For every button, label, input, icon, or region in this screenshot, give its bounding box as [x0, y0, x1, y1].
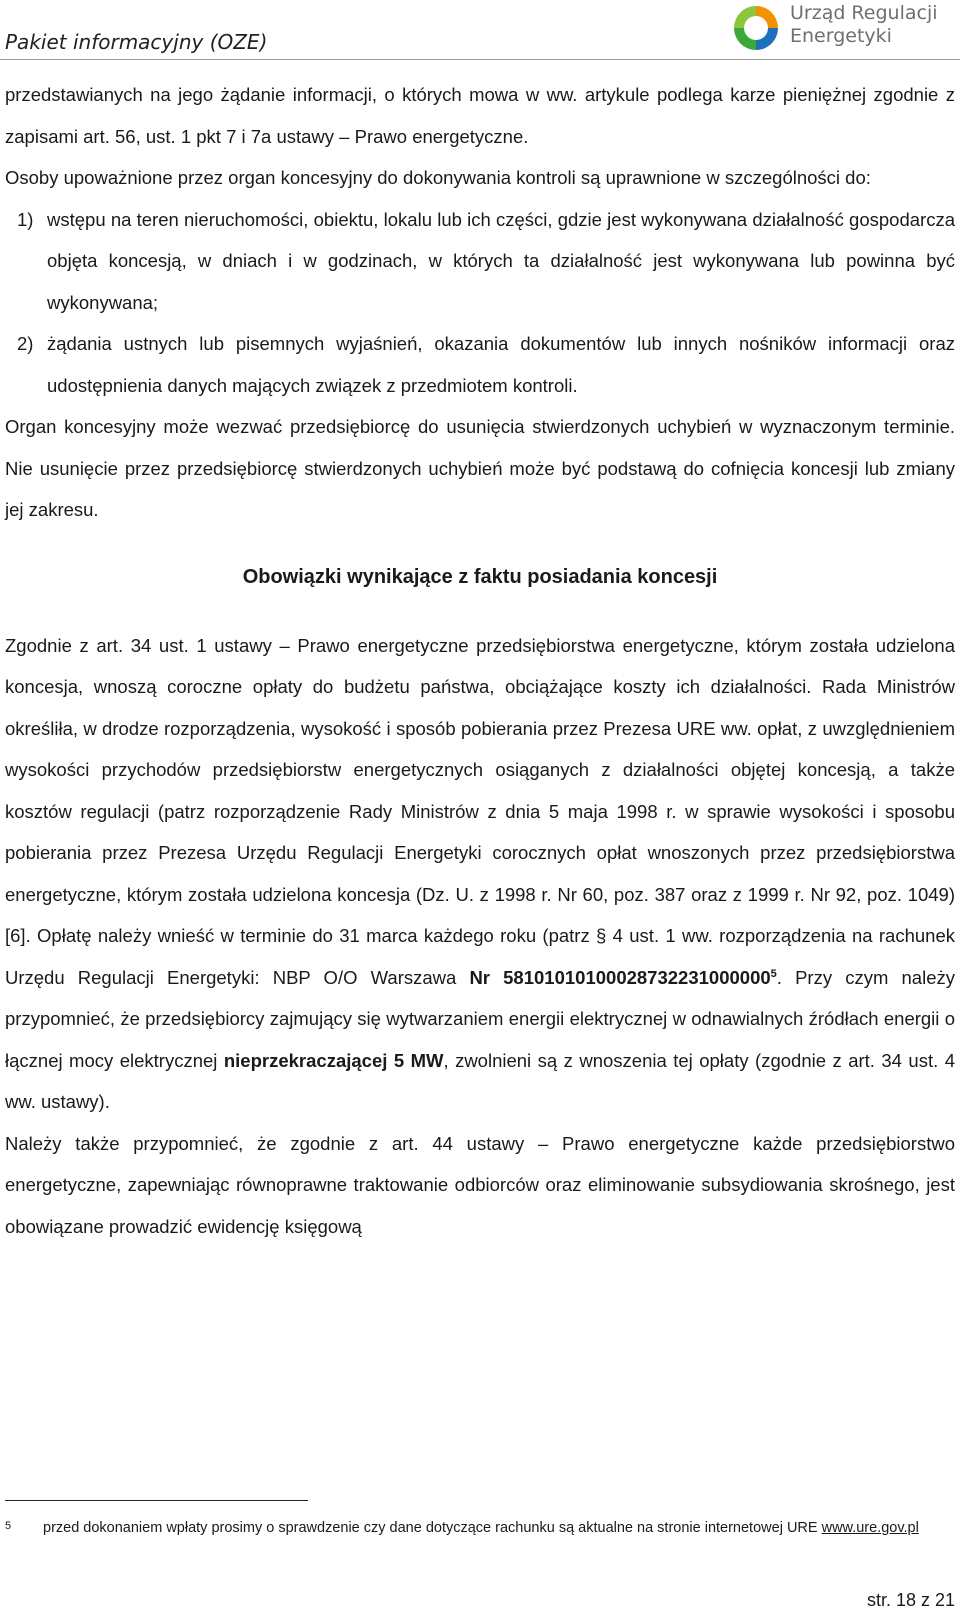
paragraph-5: Należy także przypomnieć, że zgodnie z art. 44 ustawy – Prawo energetyczne każde przedsiębiorstwo energetyczne, zapewniając równoprawne traktowanie odbiorców oraz eliminowanie subsydiowania skrośnego, jest obowiązane prowadzić ewidencję księgową: [5, 1132, 955, 1237]
paragraph-3: Organ koncesyjny może wezwać przedsiębiorcę do usunięcia stwierdzonych uchybień w wyznaczonym terminie. Nie usunięcie przez przedsiębiorcę stwierdzonych uchybień może być podstawą do cofnięcia koncesji lub zmiany jej zakresu.: [5, 416, 955, 520]
footnote-reference: 5: [770, 967, 777, 980]
paragraph-1: przedstawianych na jego żądanie informacji, o których mowa w ww. artykule podlega karze pieniężnej zgodnie z zapisami art. 56, ust. 1 pkt 7 i 7a ustawy – Prawo energetyczne.: [5, 84, 955, 147]
page-number: str. 18 z 21: [866, 1590, 955, 1610]
ure-website-link[interactable]: www.ure.gov.pl: [821, 1520, 919, 1536]
paragraph-2: Osoby upoważnione przez organ koncesyjny do dokonywania kontroli są uprawnione w szczególności do:: [5, 167, 871, 188]
paragraph-4-text-c: , zwolnieni są z wnoszenia tej opłaty (zgodnie z art. 34 ust. 4 ww. ustawy).: [5, 1049, 955, 1112]
list-item-text: żądania ustnych lub pisemnych wyjaśnień, okazania dokumentów lub innych nośników informacji oraz udostępnienia danych mających związek z przedmiotem kontroli.: [47, 333, 955, 396]
bank-account-number: Nr 58101010100028732231000000$^5$: [469, 966, 777, 988]
ure-logo-emblem-icon: [728, 0, 784, 56]
document-title: Pakiet informacyjny (OZE): [5, 30, 268, 54]
paragraph-4: [5, 625, 955, 1123]
page-content: [5, 74, 955, 1247]
paragraph-4-text-a: Zgodnie z art. 34 ust. 1 ustawy – Prawo energetyczne przedsiębiorstwa energetyczne, którym została udzielona koncesja, wnoszą coroczne opłaty do budżetu państwa, obciążające koszty ich działalności. Rada Ministrów określiła, w drodze rozporządzenia, wysokość i sposób pobierania przez Prezesa URE ww. opłat, z uwzględnieniem wysokości przychodów przedsiębiorstw energetycznych osiąganych z działalności objętej koncesją, a także kosztów regulacji (patrz rozporządzenie Rady Ministrów z dnia 5 maja 1998 r. w sprawie wysokości i sposobu pobierania przez Prezesa Urzędu Regulacji Energetyki corocznych opłat wnoszonych przez przedsiębiorstwa energetyczne, którym została udzielona koncesja (Dz. U. z 1998 r. Nr 60, poz. 387 oraz z 1999 r. Nr 92, poz. 1049) [6]. Opłatę należy wnieść w terminie do 31 marca każdego roku (patrz § 4 ust. 1 ww. rozporządzenia na rachunek Urzędu Regulacji Energetyki: NBP O/O Warszawa: [5, 634, 955, 988]
footnote-text: przed dokonaniem wpłaty prosimy o sprawdzenie czy dane dotyczące rachunku są aktualne na stronie internetowej URE: [43, 1520, 822, 1536]
list-item-text: wstępu na teren nieruchomości, obiektu, lokalu lub ich części, gdzie jest wykonywana działalność gospodarcza objęta koncesją, w dniach i w godzinach, w których ta działalność jest wykonywana lub powinna być wykonywana;: [47, 208, 955, 313]
page-header: [0, 0, 960, 60]
footnote-divider: [5, 1500, 308, 1501]
list-item-number: 1): [17, 208, 34, 230]
logo-line-1: Urząd Regulacji: [790, 2, 938, 24]
paragraph-4-bold: nieprzekraczającej 5 MW: [223, 1049, 444, 1071]
list-item: [5, 199, 955, 324]
paragraph-4-text-b: . Przy czym należy przypomnieć, że przedsiębiorcy zajmujący się wytwarzaniem energii elektrycznej w odnawialnych źródłach energii o łącznej mocy elektrycznej: [5, 966, 955, 1071]
list-item: [5, 323, 955, 406]
footnote-mark: 5: [5, 1520, 12, 1532]
ure-logo: [728, 0, 960, 56]
section-heading: Obowiązki wynikające z faktu posiadania koncesji: [242, 565, 718, 588]
logo-line-2: Energetyki: [790, 25, 892, 47]
list-item-number: 2): [17, 333, 34, 354]
header-divider: [0, 59, 960, 60]
footnote: [5, 1516, 950, 1540]
